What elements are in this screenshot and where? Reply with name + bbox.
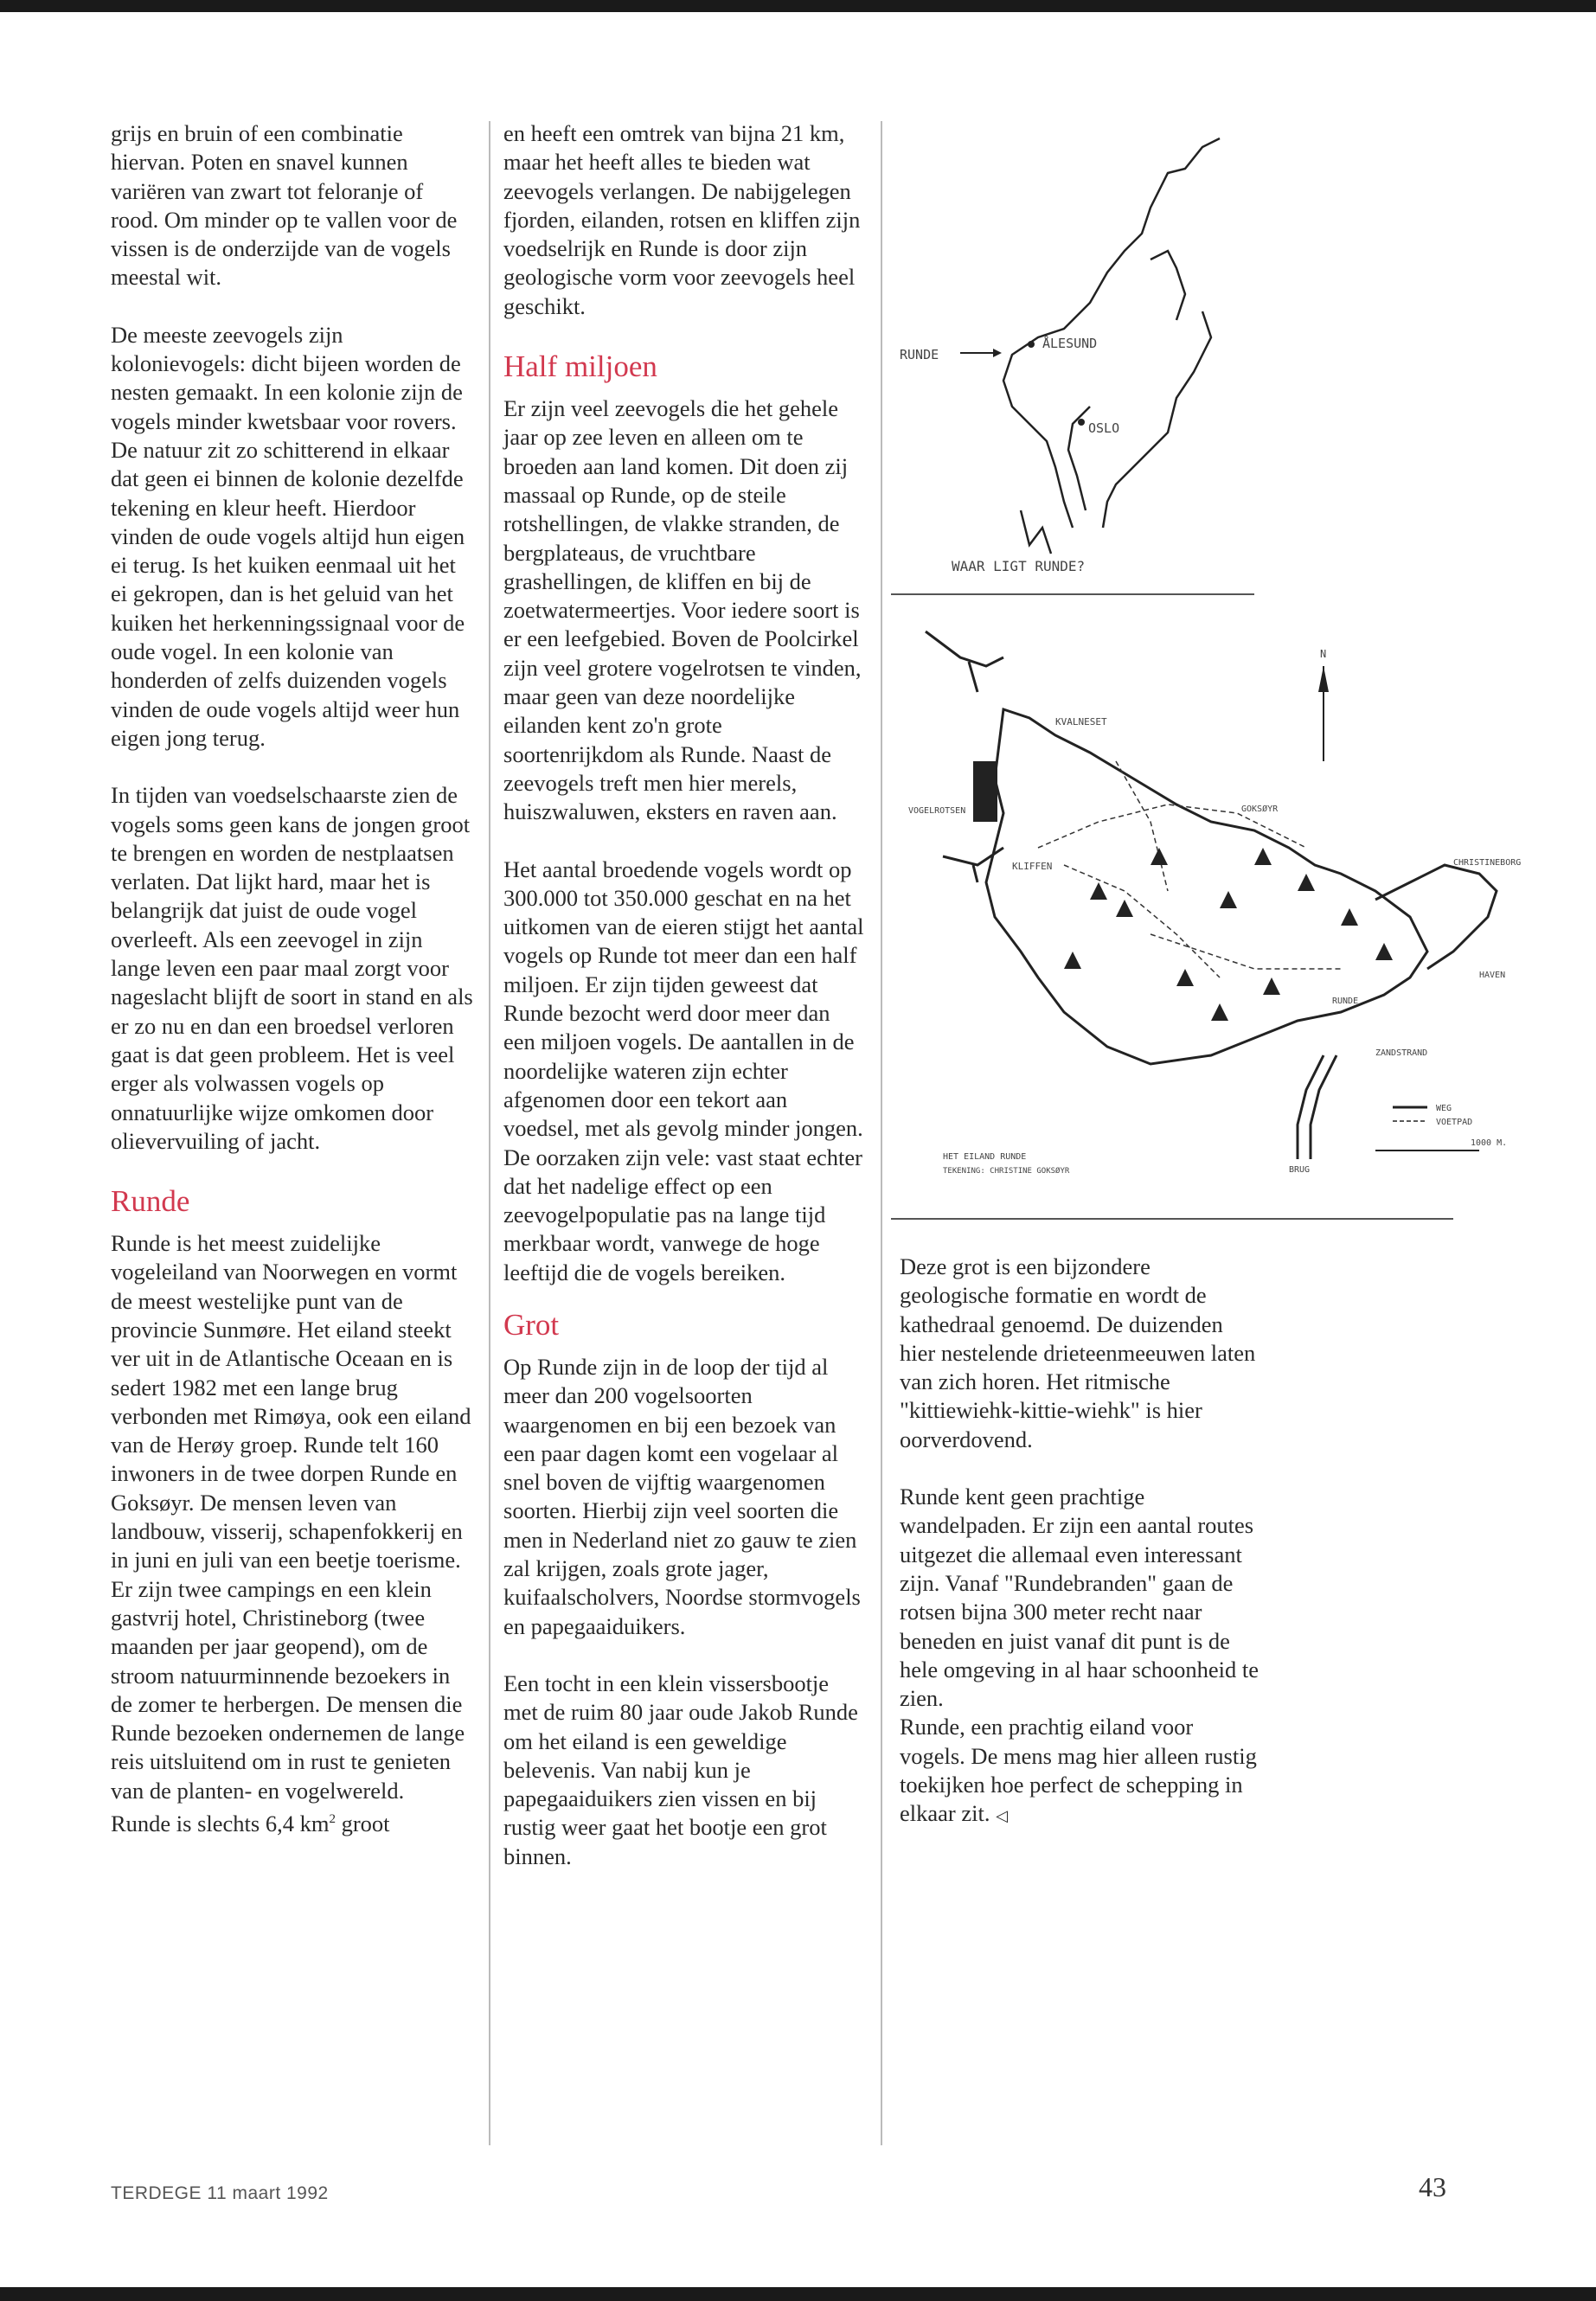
puffin-silhouette — [973, 761, 997, 822]
paragraph: en heeft een omtrek van bijna 21 km, maar het heeft alles te bieden wat zeevogels verlangen. De nabijgelegen fjorden, eilanden, rotsen en kliffen zijn voedselrijk en Runde is door zijn geologische vorm voor zeevogels heel geschikt. — [503, 120, 861, 319]
scale-label: 1000 M. — [1471, 1138, 1508, 1148]
paragraph: Runde, een prachtig eiland voor vogels. De mens mag hier alleen rustig toekijken hoe perfect de schepping in elkaar zit. ◁ — [900, 1714, 1257, 1827]
paragraph: Op Runde zijn in de loop der tijd al meer dan 200 vogelsoorten waargenomen en bij een bezoek van een paar dagen komt een vogelaar al snel boven de vijftig waargenomen soorten. Hierbij zijn veel soorten die men in Nederland niet zo gauw te zien zal krijgen, zoals grote jager, kuifaalscholvers, Noordse stormvogels en papegaaiduikers. — [503, 1353, 861, 1639]
page-number: 43 — [1419, 2171, 1446, 2202]
paragraph: Een tocht in een klein vissersbootje met de ruim 80 jaar oude Jakob Runde om het eiland is een geweldige belevenis. Van nabij kun je papegaaiduikers zien vissen en bij rustig weer gaat het bootje een grot binnen. — [503, 1670, 858, 1869]
legend-voetpad: VOETPAD — [1436, 1118, 1473, 1127]
label-kvalneset: KVALNESET — [1055, 716, 1107, 727]
map-divider — [891, 593, 1254, 595]
column-rule — [881, 121, 882, 2145]
label-haven: HAVEN — [1479, 971, 1506, 980]
north-label: N — [1320, 648, 1327, 660]
section-heading-grot: Grot — [503, 1307, 560, 1342]
column-rule — [489, 121, 490, 2145]
map-label-alesund: ÅLESUND — [1042, 336, 1098, 351]
map-label-oslo: OSLO — [1088, 420, 1120, 436]
label-kliffen: KLIFFEN — [1012, 861, 1053, 872]
label-zandstrand: ZANDSTRAND — [1375, 1048, 1428, 1058]
paragraph: Deze grot is een bijzondere geologische formatie en wordt de kathedraal genoemd. De duizenden hier nestelende drieteenmeeuwen laten van zich horen. Het ritmische "kittiewiehk-kittie-wiehk" is hier oorverdovend. — [900, 1253, 1256, 1452]
label-goksoyr: GOKSØYR — [1241, 804, 1279, 814]
label-christineborg: CHRISTINEBORG — [1453, 858, 1522, 868]
island-map-credit: TEKENING: CHRISTINE GOKSØYR — [943, 1167, 1070, 1176]
paragraph: Runde is slechts 6,4 $km^2$ groot — [111, 1810, 390, 1836]
column-1 — [111, 119, 474, 1867]
map-label-runde: RUNDE — [900, 347, 939, 362]
end-mark: ◁ — [996, 1807, 1008, 1825]
section-heading-half-miljoen: Half miljoen — [503, 349, 657, 384]
top-border — [0, 0, 1596, 12]
label-brug: BRUG — [1289, 1165, 1311, 1175]
paragraph: Er zijn veel zeevogels die het gehele jaar op zee leven en alleen om te broeden aan land komen. Dit doen zij massaal op Runde, op de steile rotshellingen, de vlakke stranden, de bergplateaus, de vruchtbare grashellingen, de kliffen en bij de zoetwatermeertjes. Voor iedere soort is er een leefgebied. Boven de Poolcirkel zijn veel grotere vogelrotsen te vinden, maar geen van deze noordelijke eilanden kent zo'n grote soortenrijkdom als Runde. Naast de zeevogels treft men hier merels, huiszwaluwen, eksters en raven aan. — [503, 395, 862, 825]
paragraph: Het aantal broedende vogels wordt op 300.000 tot 350.000 geschat en na het uitkomen van de eieren stijgt het aantal vogels op Runde tot meer dan een half miljoen. Er zijn tijden geweest dat Runde bezocht werd door meer dan een miljoen vogels. De aantallen in de noordelijke wateren zijn echter afgenomen door een tekort aan voedsel, met als gevolg minder jongen. De oorzaken zijn vele: vast staat echter dat het nadelige effect op een zeevogelpopulatie pas na lange tijd merkbaar wordt, vanwege de hoge leeftijd die de vogels bereiken. — [503, 856, 864, 1285]
column-2 — [503, 119, 867, 1900]
paragraph: Runde kent geen prachtige wandelpaden. Er zijn een aantal routes uitgezet die allemaal even interessant zijn. Vanaf "Rundebranden" gaan de rotsen bijna 300 meter recht naar beneden en juist vanaf dit punt is de hele omgeving in al haar schoonheid te zien. — [900, 1484, 1259, 1712]
map-divider — [891, 1218, 1453, 1220]
label-runde: RUNDE — [1332, 997, 1359, 1006]
paragraph: grijs en bruin of een combinatie hiervan. Poten en snavel kunnen variëren van zwart tot feloranje of rood. Om minder op te vallen voor de vissen is de onderzijde van de vogels meestal wit. — [111, 120, 458, 291]
paragraph: De meeste zeevogels zijn kolonievogels: dicht bijeen worden de nesten gemaakt. In een kolonie zijn de vogels minder kwetsbaar voor rovers. De natuur zit zo schitterend in elkaar dat geen ei binnen de kolonie dezelfde tekening en kleur heeft. Hierdoor vinden de oude vogels altijd hun eigen ei terug. Is het kuiken eenmaal uit het ei gekropen, dan is het geluid van het kuiken het herkenningssignaal voor de oude vogel. In een kolonie van honderden of zelfs duizenden vogels vinden de oude vogels altijd weer hun eigen jong terug. — [111, 321, 465, 751]
map-caption: WAAR LIGT RUNDE? — [952, 558, 1086, 574]
footer-magazine: TERDEGE 11 maart 1992 — [111, 2183, 329, 2203]
column-3 — [900, 1253, 1263, 1860]
section-heading-runde: Runde — [111, 1184, 190, 1219]
bottom-border — [0, 2287, 1596, 2301]
paragraph: In tijden van voedselschaarste zien de vogels soms geen kans de jongen groot te brengen en worden de nestplaatsen verlaten. Dat lijkt hard, maar het is belangrijk dat juist de oude vogel overleeft. Als een zeevogel in zijn lange leven een paar maal zorgt voor nageslacht blijft de soort in stand en als er zo nu en dan een broedsel verloren gaat is dat geen probleem. Het is veel erger als volwassen vogels op onnatuurlijke wijze omkomen door olievervuiling of jacht. — [111, 782, 473, 1154]
island-map-title: HET EILAND RUNDE — [943, 1152, 1027, 1162]
runde-island-map — [891, 606, 1566, 1211]
norway-map — [891, 121, 1254, 593]
legend-weg: WEG — [1436, 1104, 1452, 1113]
paragraph: Runde is het meest zuidelijke vogeleiland van Noorwegen en vormt de meest westelijke punt van de provincie Sunmøre. Het eiland steekt ver uit in de Atlantische Oceaan en is sedert 1982 met een lange brug verbonden met Rimøya, ook een eiland van de Herøy groep. Runde telt 160 inwoners in de twee dorpen Runde en Goksøyr. De mensen leven van landbouw, visserij, schapenfokkerij en in juni en juli van een beetje toerisme. Er zijn twee campings en een klein gastvrij hotel, Christineborg (twee maanden per jaar geopend), om de stroom natuurminnende bezoekers in de zomer te herbergen. De mensen die Runde bezoeken ondernemen de lange reis uitsluitend om in rust te genieten van de planten- en vogelwereld. — [111, 1230, 471, 1804]
label-vogelrotsen: VOGELROTSEN — [908, 806, 966, 816]
